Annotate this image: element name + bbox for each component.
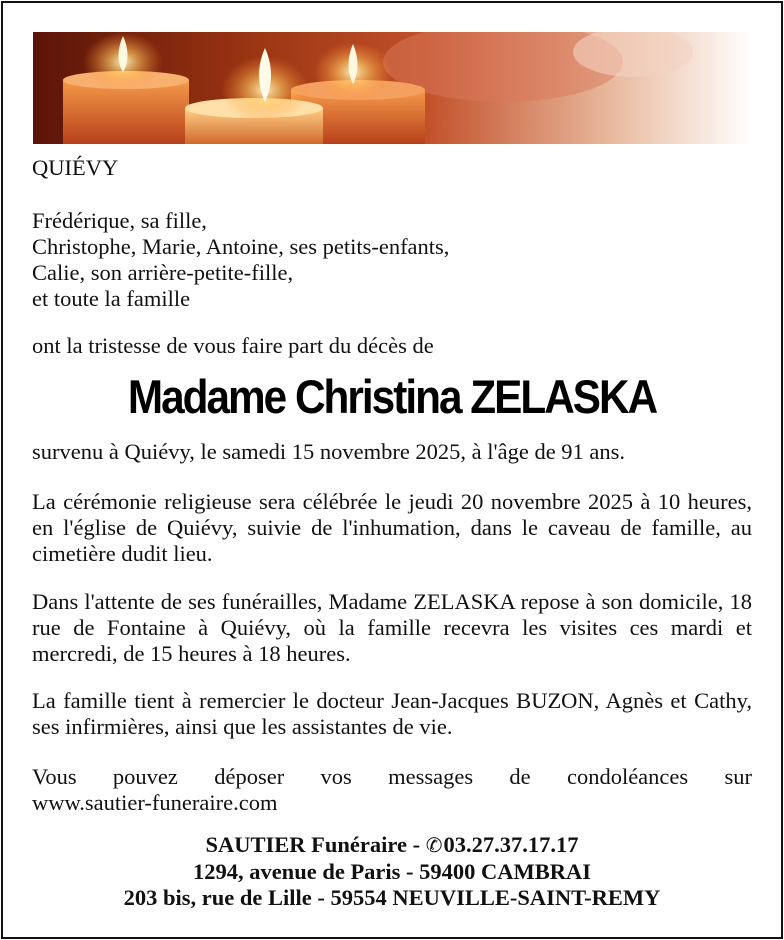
ceremony-paragraph: La cérémonie religieuse sera célébrée le jeudi 20 novembre 2025 à 10 heures, en l'église de Quiévy, suivie de l'inhumation, dans le caveau de famille, au cimetière dudit lieu. [32,489,752,566]
condolences-word: Vous [32,764,77,789]
condolences-word: pouvez [112,764,178,789]
condolences-paragraph [32,764,752,816]
town-name: QUIÉVY [32,155,119,180]
condolences-word: condoléances [566,764,689,789]
visitation-paragraph: Dans l'attente de ses funérailles, Madame ZELASKA repose à son domicile, 18 rue de Fontaine à Quiévy, où la famille recevra les visites ces mardi et mercredi, de 15 heures à 18 heures. [32,589,752,666]
condolences-word: messages [388,764,474,789]
family-line: Christophe, Marie, Antoine, ses petits-enfants, [32,234,450,259]
announcement-text: ont la tristesse de vous faire part du décès de [32,333,434,358]
phone-number[interactable]: 03.27.37.17.17 [443,832,579,857]
phone-icon: ✆ [425,835,443,857]
condolences-word: de [509,764,531,789]
deceased-name: Madame Christina ZELASKA [127,370,657,423]
death-info: survenu à Quiévy, le samedi 15 novembre 2025, à l'âge de 91 ans. [32,439,626,464]
condolences-word: sur [724,764,752,789]
company-name: SAUTIER Funéraire - [205,832,426,857]
family-line: Calie, son arrière-petite-fille, [32,260,294,285]
thanks-paragraph: La famille tient à remercier le docteur Jean-Jacques BUZON, Agnès et Cathy, ses infirmières, ainsi que les assistantes de vie. [32,688,752,739]
condolences-website[interactable]: www.sautier-funeraire.com [32,790,278,815]
address-line-1: 1294, avenue de Paris - 59400 CAMBRAI [192,859,592,884]
company-line [0,832,784,859]
funeral-home-footer [0,832,784,911]
address-line-2: 203 bis, rue de Lille - 59554 NEUVILLE-SAINT-REMY [123,885,661,910]
family-line: et toute la famille [32,286,191,311]
condolences-word: vos [320,764,352,789]
candles-banner [33,32,751,144]
condolences-text [32,764,752,790]
candles-image [33,32,751,144]
family-line: Frédérique, sa fille, [32,208,207,233]
condolences-word: déposer [214,764,285,789]
family-list [32,208,752,312]
